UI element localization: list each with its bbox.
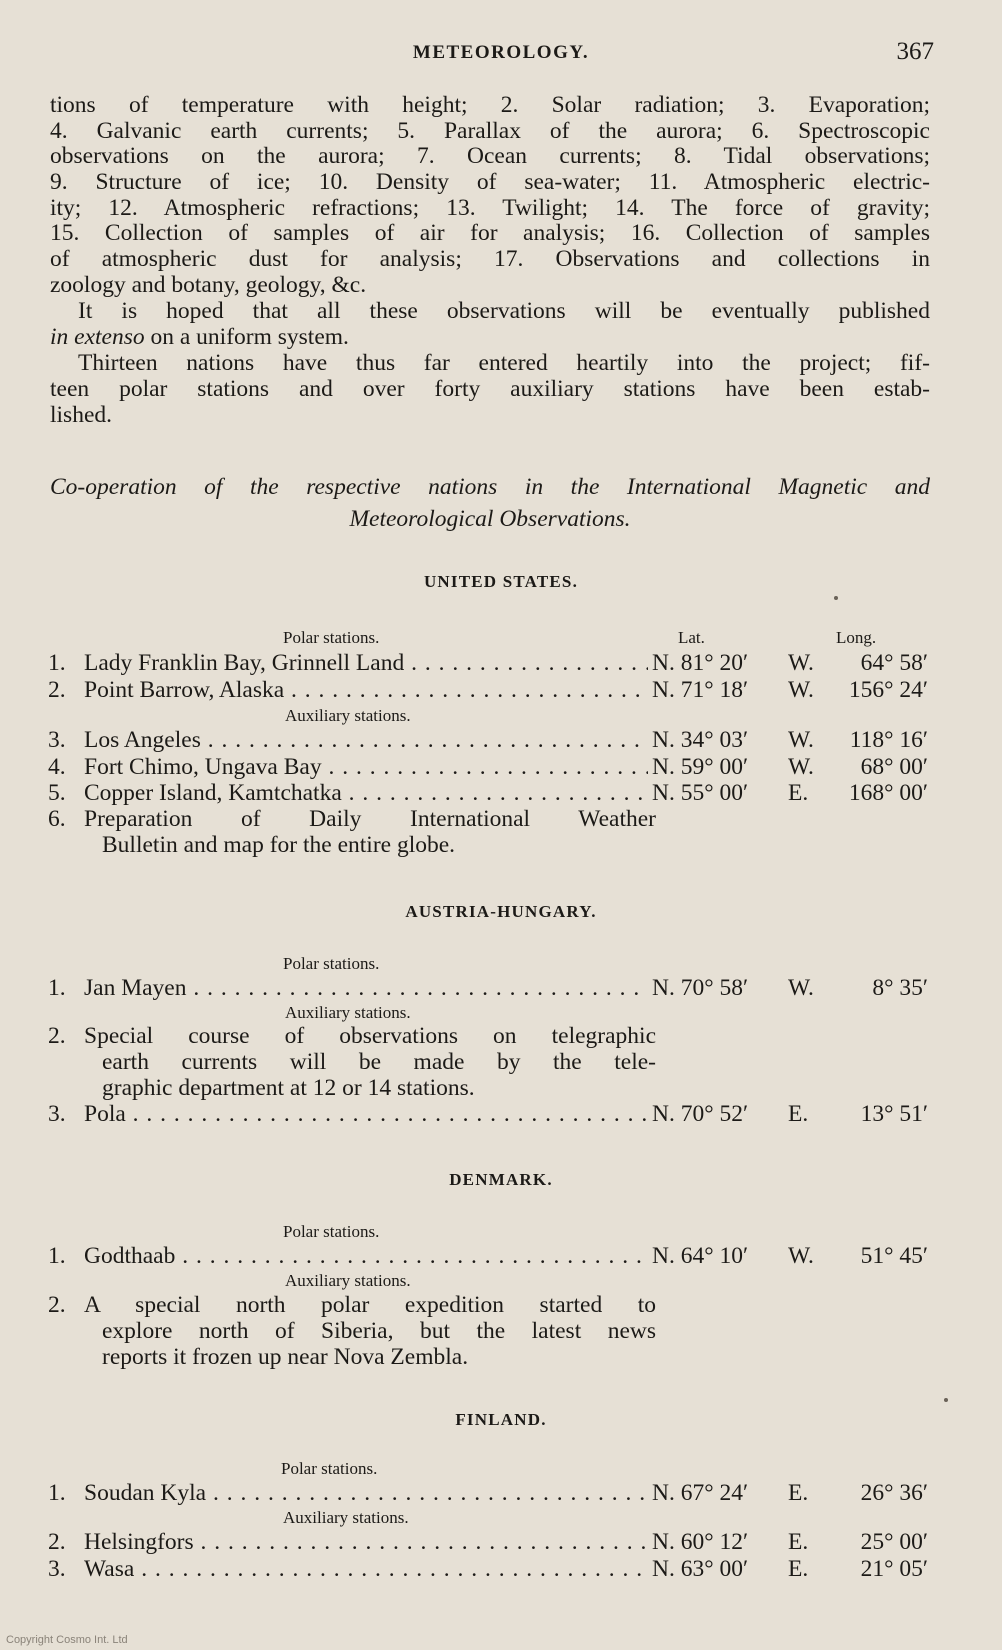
text-line: lished. bbox=[50, 402, 113, 428]
polar-stations-label: Polar stations. bbox=[283, 954, 380, 973]
row-number: 6. bbox=[48, 806, 66, 832]
station-name: Fort Chimo, Ungava Bay . . . bbox=[84, 754, 692, 781]
longitude: 118° 16′ bbox=[849, 727, 928, 753]
table-row bbox=[48, 727, 928, 755]
station-name: Soudan Kyla . . . bbox=[84, 1480, 692, 1507]
note-text: Bulletin and map for the entire globe. bbox=[102, 832, 456, 858]
table-note bbox=[48, 1292, 656, 1372]
text-line: of atmospheric dust for analysis; 17. Observations and collections in bbox=[50, 246, 930, 272]
table-row bbox=[48, 650, 928, 678]
latitude: N. 71° 18′ bbox=[648, 677, 792, 704]
row-number: 2. bbox=[48, 1529, 66, 1555]
table-note bbox=[48, 806, 656, 860]
longitude-direction: E. bbox=[788, 1480, 809, 1506]
long-column-header: Long. bbox=[836, 628, 877, 647]
row-number: 3. bbox=[48, 1556, 66, 1582]
table-note bbox=[48, 1023, 656, 1103]
longitude-direction: W. bbox=[788, 754, 814, 780]
page-number: 367 bbox=[896, 38, 934, 65]
note-text: graphic department at 12 or 14 stations. bbox=[102, 1075, 475, 1101]
longitude: 26° 36′ bbox=[860, 1480, 928, 1506]
lat-column-header: Lat. bbox=[678, 628, 705, 647]
table-row bbox=[48, 1480, 928, 1508]
auxiliary-stations-label: Auxiliary stations. bbox=[285, 1271, 411, 1290]
longitude-direction: W. bbox=[788, 677, 814, 703]
auxiliary-stations-label: Auxiliary stations. bbox=[283, 1508, 409, 1527]
page-header bbox=[0, 38, 1002, 72]
longitude: 8° 35′ bbox=[872, 975, 928, 1001]
text-line: observations on the aurora; 7. Ocean currents; 8. Tidal observations; bbox=[50, 143, 930, 169]
text-line bbox=[50, 324, 930, 350]
row-number: 5. bbox=[48, 780, 66, 806]
latitude: N. 59° 00′ bbox=[648, 754, 792, 781]
longitude: 51° 45′ bbox=[860, 1243, 928, 1269]
note-text: A special north polar expedition started to bbox=[84, 1292, 656, 1318]
longitude-direction: W. bbox=[788, 727, 814, 753]
latitude: N. 64° 10′ bbox=[648, 1243, 792, 1270]
auxiliary-stations-label: Auxiliary stations. bbox=[285, 1003, 411, 1022]
latitude: N. 81° 20′ bbox=[648, 650, 792, 677]
table-row bbox=[48, 754, 928, 782]
longitude: 168° 00′ bbox=[848, 780, 928, 806]
table-row bbox=[48, 1243, 928, 1271]
note-text: Preparation of Daily International Weather bbox=[84, 806, 656, 832]
longitude-direction: W. bbox=[788, 975, 814, 1001]
row-number: 2. bbox=[48, 1292, 66, 1318]
copyright-watermark: Copyright Cosmo Int. Ltd bbox=[6, 1634, 128, 1646]
note-text: reports it frozen up near Nova Zembla. bbox=[102, 1344, 469, 1370]
table-row bbox=[48, 1529, 928, 1557]
station-name: Godthaab . . . bbox=[84, 1243, 692, 1270]
note-text: earth currents will be made by the tele- bbox=[102, 1049, 656, 1075]
longitude: 64° 58′ bbox=[860, 650, 928, 676]
paper-speck bbox=[944, 1398, 948, 1402]
longitude-direction: E. bbox=[788, 780, 809, 806]
section-heading-finland: FINLAND. bbox=[455, 1410, 547, 1429]
text-line: Thirteen nations have thus far entered heartily into the project; fif- bbox=[78, 350, 930, 376]
text-line: 9. Structure of ice; 10. Density of sea-water; 11. Atmospheric electric- bbox=[50, 169, 930, 195]
longitude-direction: W. bbox=[788, 1243, 814, 1269]
longitude-direction: E. bbox=[788, 1529, 809, 1555]
section-heading-denmark: DENMARK. bbox=[449, 1170, 553, 1189]
section-heading-united-states: UNITED STATES. bbox=[423, 572, 579, 591]
longitude: 156° 24′ bbox=[848, 677, 928, 703]
table-row bbox=[48, 1101, 928, 1129]
longitude: 68° 00′ bbox=[860, 754, 928, 780]
latitude: N. 70° 52′ bbox=[648, 1101, 792, 1128]
station-name: Helsingfors . . . bbox=[84, 1529, 692, 1556]
text-line: It is hoped that all these observations will be eventually published bbox=[78, 298, 930, 324]
station-name: Jan Mayen . . . bbox=[84, 975, 692, 1002]
longitude: 21° 05′ bbox=[860, 1556, 928, 1582]
text-line: tions of temperature with height; 2. Solar radiation; 3. Evaporation; bbox=[50, 92, 930, 118]
latitude: N. 63° 00′ bbox=[648, 1556, 792, 1583]
row-number: 4. bbox=[48, 754, 66, 780]
latitude: N. 67° 24′ bbox=[648, 1480, 792, 1507]
text-span: on a uniform system. bbox=[144, 324, 349, 350]
longitude-direction: W. bbox=[788, 650, 814, 676]
table-caption: Meteorological Observations. bbox=[349, 506, 631, 532]
longitude: 25° 00′ bbox=[860, 1529, 928, 1555]
polar-stations-label: Polar stations. bbox=[281, 1459, 378, 1478]
row-number: 1. bbox=[48, 975, 66, 1001]
table-row bbox=[48, 1556, 928, 1584]
paper-speck bbox=[834, 596, 838, 600]
italic-phrase: in extenso bbox=[50, 324, 145, 350]
latitude: N. 60° 12′ bbox=[648, 1529, 792, 1556]
row-number: 1. bbox=[48, 1243, 66, 1269]
note-text: Special course of observations on telegraphic bbox=[84, 1023, 656, 1049]
station-name: Wasa . . . bbox=[84, 1556, 692, 1583]
auxiliary-stations-label: Auxiliary stations. bbox=[285, 706, 411, 725]
text-line: zoology and botany, geology, &c. bbox=[50, 272, 367, 298]
station-name: Point Barrow, Alaska . . . bbox=[84, 677, 692, 704]
row-number: 3. bbox=[48, 1101, 66, 1127]
text-line: 4. Galvanic earth currents; 5. Parallax of the aurora; 6. Spectroscopic bbox=[50, 118, 930, 144]
row-number: 3. bbox=[48, 727, 66, 753]
station-name: Los Angeles . . . bbox=[84, 727, 692, 754]
text-line: teen polar stations and over forty auxiliary stations have been estab- bbox=[50, 376, 930, 402]
station-name: Lady Franklin Bay, Grinnell Land . . . bbox=[84, 650, 692, 677]
text-line: ity; 12. Atmospheric refractions; 13. Twilight; 14. The force of gravity; bbox=[50, 195, 930, 221]
latitude: N. 70° 58′ bbox=[648, 975, 792, 1002]
latitude: N. 34° 03′ bbox=[648, 727, 792, 754]
table-row bbox=[48, 975, 928, 1003]
latitude: N. 55° 00′ bbox=[648, 780, 792, 807]
table-row bbox=[48, 677, 928, 705]
longitude-direction: E. bbox=[788, 1101, 809, 1127]
table-row bbox=[48, 780, 928, 808]
table-caption: Co-operation of the respective nations in the International Magnetic and bbox=[50, 474, 930, 500]
longitude-direction: E. bbox=[788, 1556, 809, 1582]
row-number: 2. bbox=[48, 677, 66, 703]
section-heading-austria-hungary: AUSTRIA-HUNGARY. bbox=[405, 902, 597, 921]
running-title: METEOROLOGY. bbox=[412, 42, 590, 63]
row-number: 2. bbox=[48, 1023, 66, 1049]
polar-stations-label: Polar stations. bbox=[283, 1222, 380, 1241]
row-number: 1. bbox=[48, 1480, 66, 1506]
station-name: Copper Island, Kamtchatka . . . bbox=[84, 780, 692, 807]
row-number: 1. bbox=[48, 650, 66, 676]
note-text: explore north of Siberia, but the latest news bbox=[102, 1318, 656, 1344]
station-name: Pola . . . bbox=[84, 1101, 692, 1128]
longitude: 13° 51′ bbox=[860, 1101, 928, 1127]
text-line: 15. Collection of samples of air for analysis; 16. Collection of samples bbox=[50, 220, 930, 246]
polar-stations-label: Polar stations. bbox=[283, 628, 380, 647]
